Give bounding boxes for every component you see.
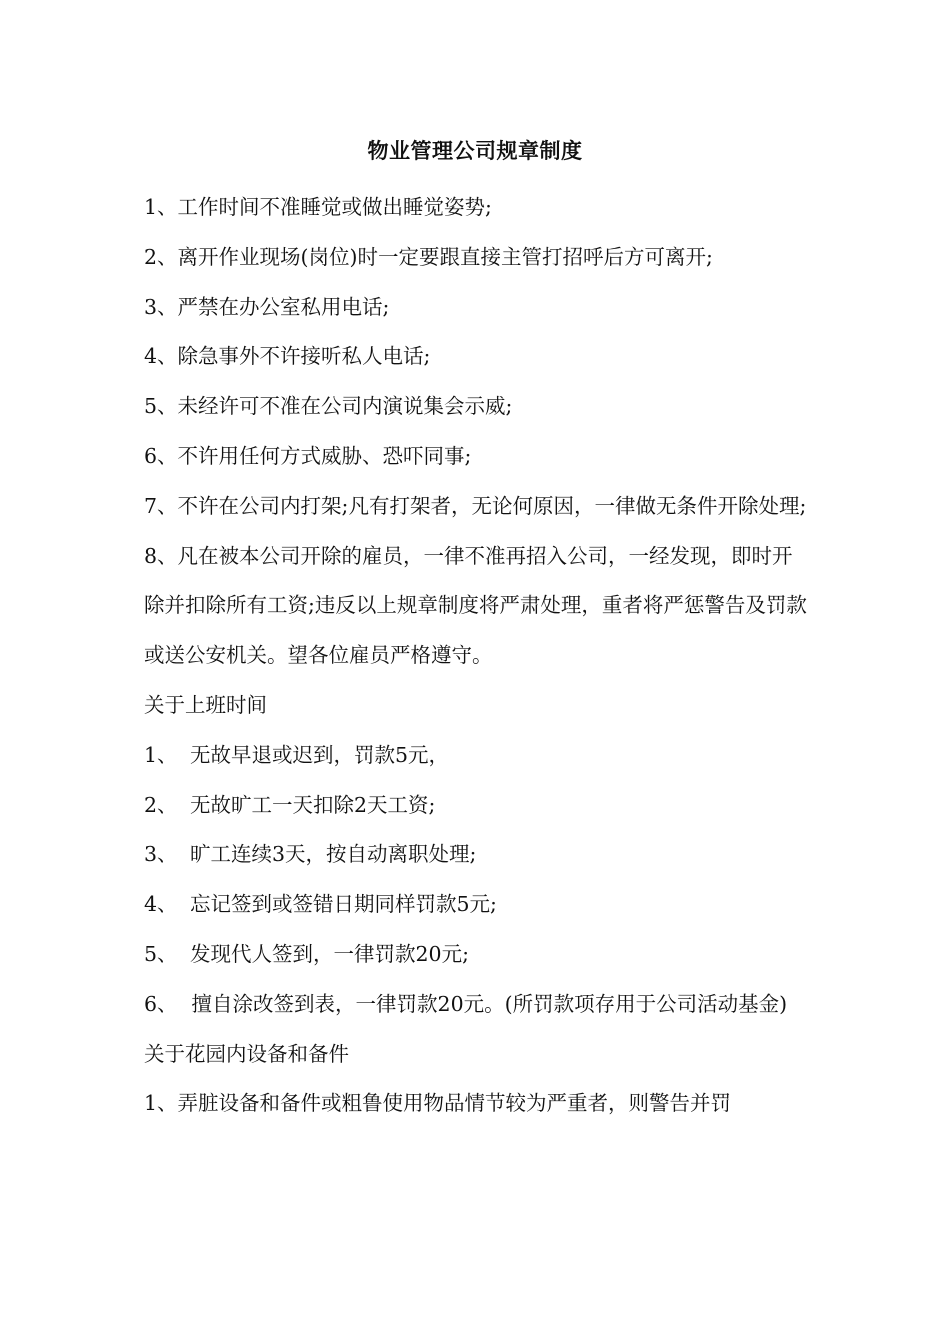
- work-hours-item-6: [144, 980, 809, 1030]
- document-body: [144, 183, 809, 1129]
- item-text: 旷工连续3天，按自动离职处理;: [190, 842, 477, 867]
- rule-7: 7、不许在公司内打架;凡有打架者，无论何原因，一律做无条件开除处理;: [144, 493, 807, 518]
- item-number: 2、: [144, 792, 178, 817]
- section-heading-garden: 关于花园内设备和备件: [144, 1041, 349, 1066]
- rule-6: 6、不许用任何方式威胁、恐吓同事;: [144, 443, 472, 468]
- item-text: 发现代人签到，一律罚款20元;: [190, 941, 469, 966]
- item-number: 1、: [144, 742, 178, 767]
- item-text: 忘记签到或签错日期同样罚款5元;: [190, 892, 497, 917]
- work-hours-item-1: [144, 731, 809, 781]
- rule-1: 1、工作时间不准睡觉或做出睡觉姿势;: [144, 195, 492, 219]
- item-text: 擅自涂改签到表，一律罚款20元。(所罚款项存用于公司活动基金): [191, 991, 788, 1016]
- item-number: 6、: [144, 991, 178, 1016]
- rule-8: 8、凡在被本公司开除的雇员，一律不准再招入公司，一经发现，即时开除并扣除所有工资;违反以上规章制度将严肃处理，重者将严惩警告及罚款或送公安机关。望各位雇员严格遵守。: [144, 543, 807, 668]
- item-text: 无故旷工一天扣除2天工资;: [190, 792, 436, 817]
- rule-4: 4、除急事外不许接听私人电话;: [144, 344, 431, 369]
- work-hours-item-2: [144, 781, 809, 831]
- garden-item-1: 1、弄脏设备和备件或粗鲁使用物品情节较为严重者，则警告并罚: [144, 1091, 732, 1116]
- work-hours-item-5: [144, 930, 809, 980]
- item-number: 4、: [144, 892, 178, 917]
- section-heading-work-hours: 关于上班时间: [144, 692, 267, 717]
- document-title: 物业管理公司规章制度: [367, 139, 583, 163]
- work-hours-item-4: [144, 880, 809, 930]
- item-text: 无故早退或迟到，罚款5元，: [190, 742, 450, 767]
- item-number: 3、: [144, 842, 178, 867]
- work-hours-item-3: [144, 830, 809, 880]
- rule-3: 3、严禁在办公室私用电话;: [144, 294, 390, 319]
- rule-2: 2、离开作业现场(岗位)时一定要跟直接主管打招呼后方可离开;: [144, 244, 713, 269]
- rule-5: 5、未经许可不准在公司内演说集会示威;: [144, 394, 513, 419]
- item-number: 5、: [144, 941, 178, 966]
